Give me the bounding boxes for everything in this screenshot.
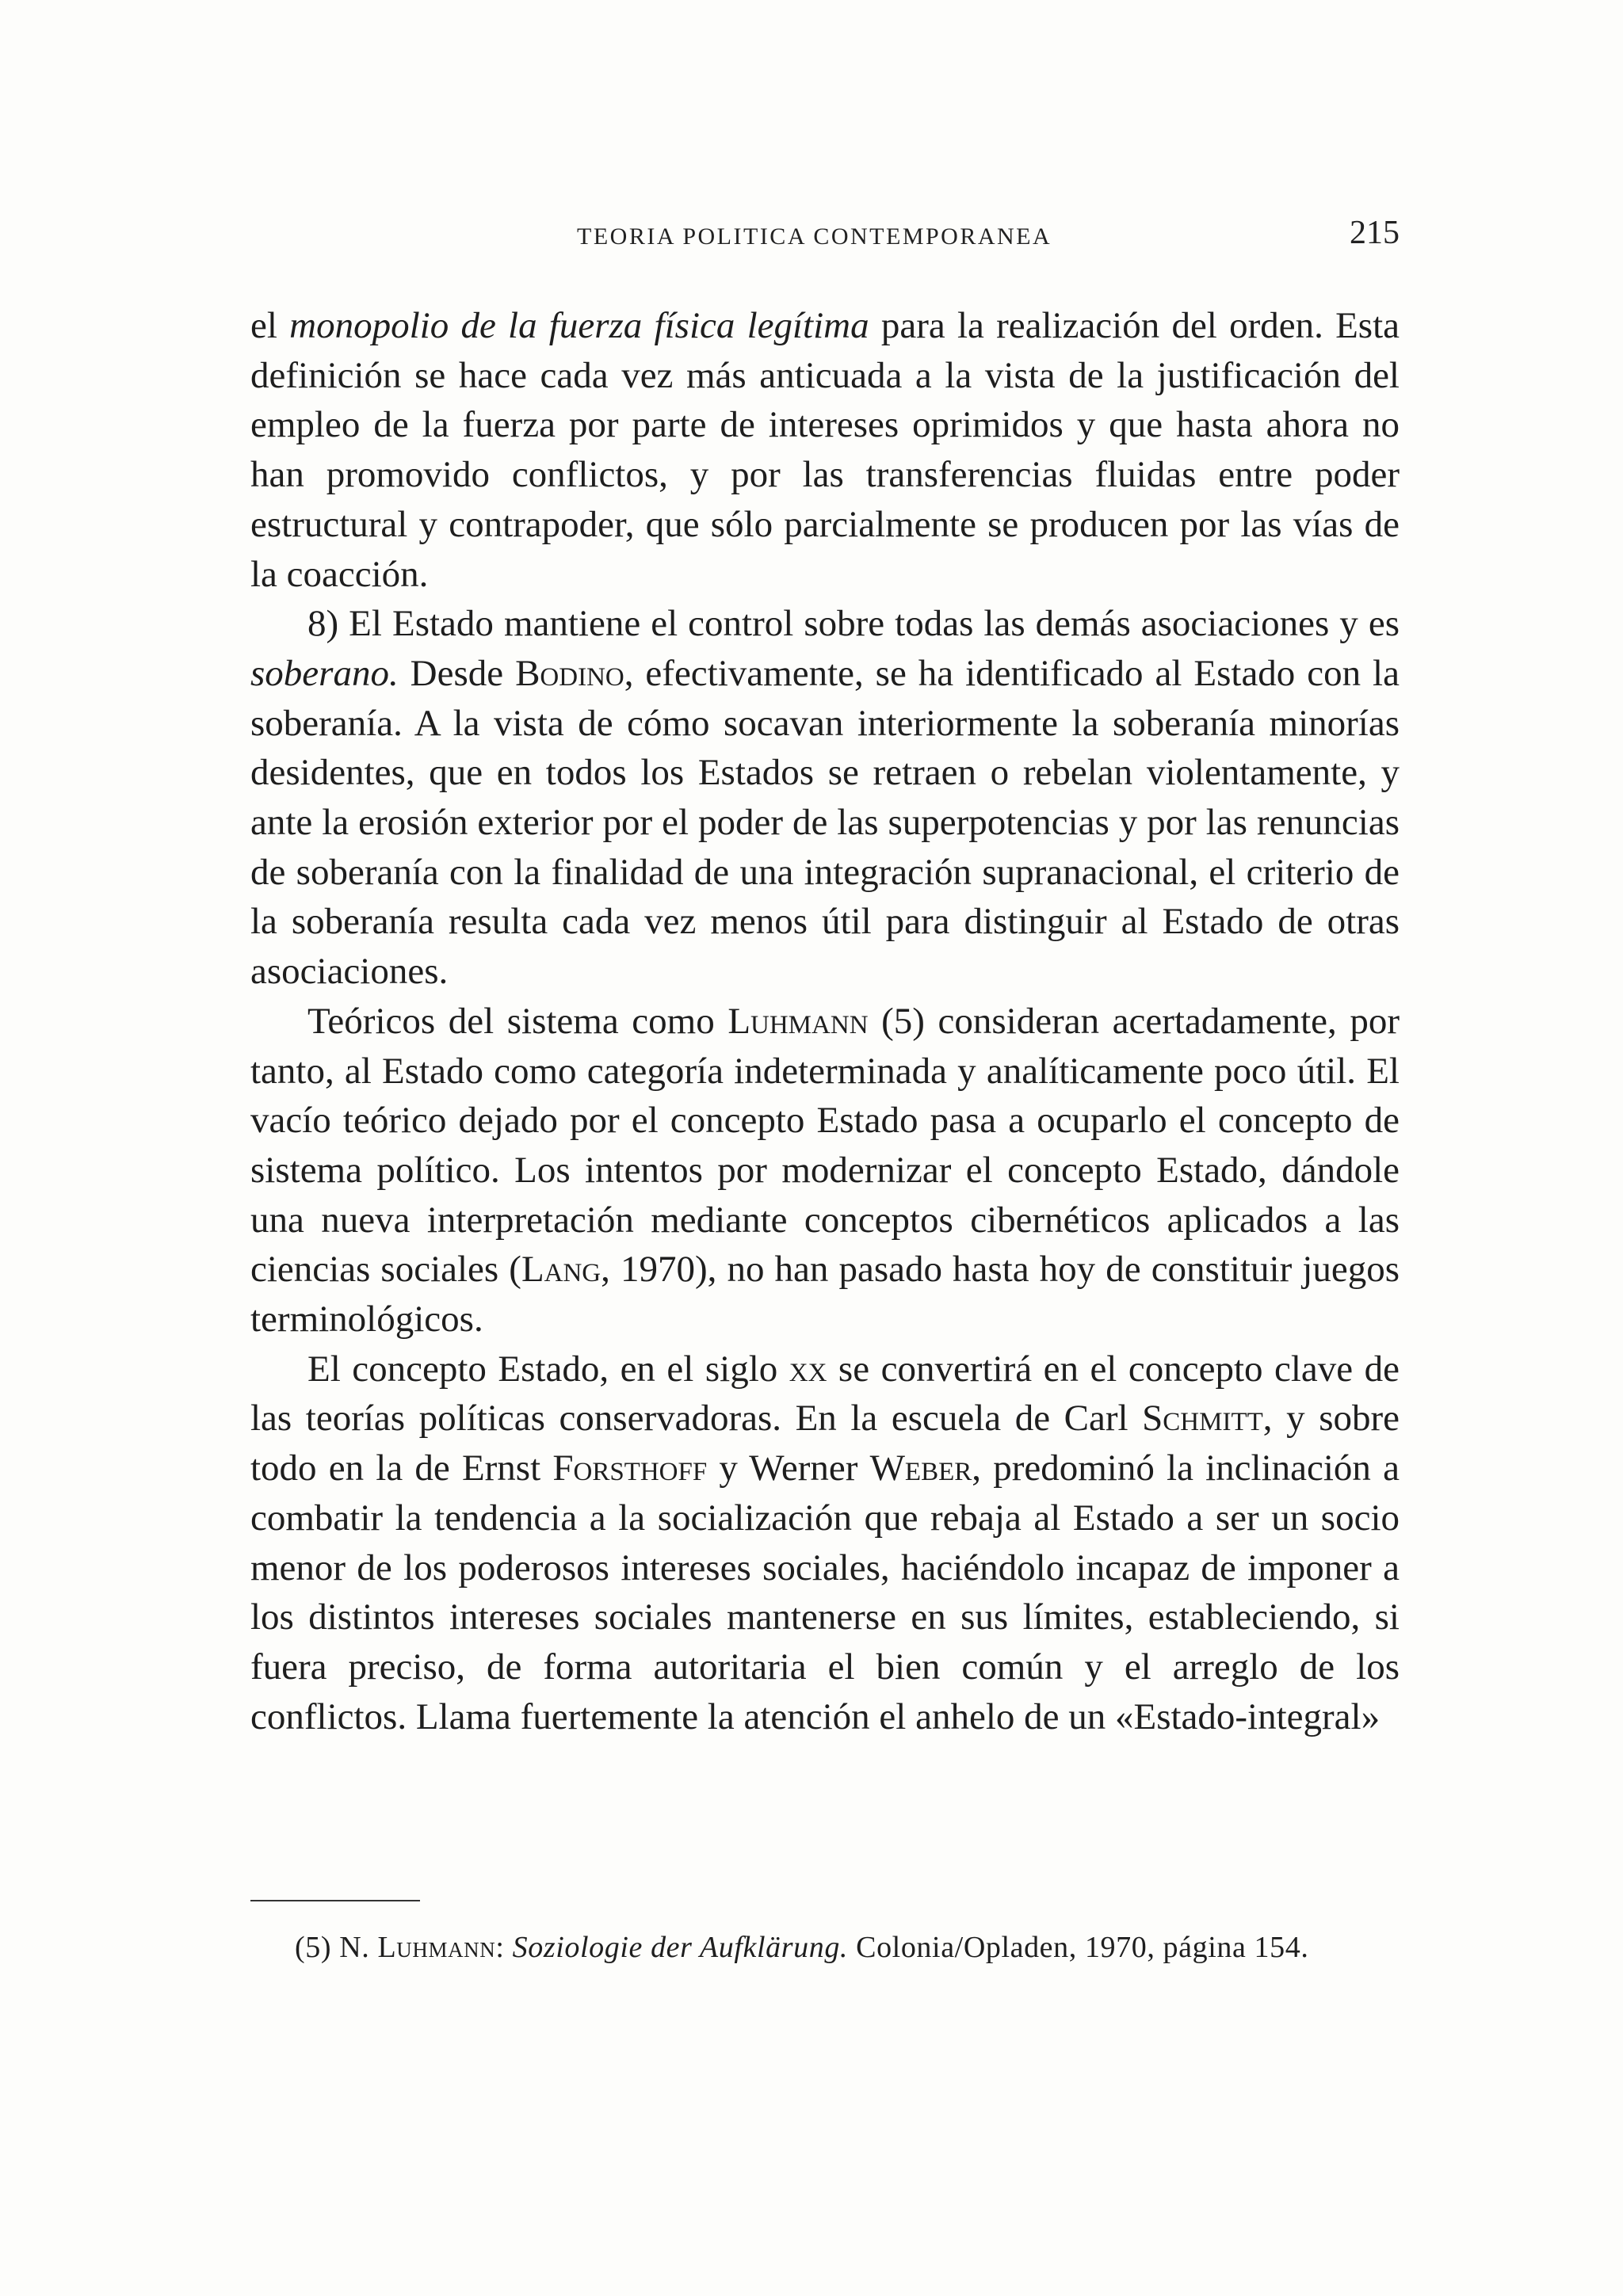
footnote-divider: [250, 1900, 420, 1901]
text-run: , efectivamente, se ha identificado al Estado con la soberanía. A la vista de cómo socavan interiormente la soberanía minorías desidentes, que en todos los Estados se retraen o rebelan violentamente, y ante la erosión exterior por el poder de las superpotencias y por las renuncias de soberanía con la finalidad de una integración supranacional, el criterio de la soberanía resulta cada vez menos útil para distinguir al Estado de otras asociaciones.: [250, 652, 1400, 993]
author-name: Lang: [521, 1249, 601, 1291]
author-name: Forsthoff: [552, 1447, 708, 1489]
paragraph: [250, 599, 1400, 997]
text-run: (5) consideran acertadamente, por tanto, al Estado como categoría indeterminada y analíticamente poco útil. El vacío teórico dejado por el concepto Estado pasa a ocuparlo el concepto de sistema político. Los intentos por modernizar el concepto Estado, dándole una nueva interpretación mediante conceptos cibernéticos aplicados a las ciencias sociales (: [250, 1000, 1400, 1291]
page-header: [250, 214, 1400, 269]
text-run: Teóricos del sistema como: [307, 1000, 728, 1042]
text-run: se convertirá en el concepto clave de las teorías políticas conservadoras. En la escuela de Carl: [250, 1348, 1400, 1440]
italic-text: soberano.: [250, 652, 399, 694]
text-run: , predominó la inclinación a combatir la tendencia a la socialización que rebaja al Estado a ser un socio menor de los poderosos intereses sociales, haciéndolo incapaz de imponer a los distintos intereses sociales mantenerse en sus límites, estableciendo, si fuera preciso, de forma autoritaria el bien común y el arreglo de los conflictos. Llama fuertemente la atención el anhelo de un «Estado-integral»: [250, 1447, 1400, 1737]
text-run: El concepto Estado, en el siglo: [307, 1348, 789, 1390]
author-name: Schmitt: [1142, 1398, 1263, 1440]
text-run: (5) N.: [295, 1931, 378, 1964]
author-name: xx: [789, 1348, 827, 1390]
text-run: para la realización del orden. Esta definición se hace cada vez más anticuada a la vista de la justificación del empleo de la fuerza por parte de intereses oprimidos y que hasta ahora no han promovido conflictos, y por las transferencias fluidas entre poder estructural y contrapoder, que sólo parcialmente se producen por las vías de la coacción.: [250, 305, 1400, 595]
paragraph: [250, 1344, 1400, 1742]
footnote: [250, 1927, 1400, 1968]
text-run: 8) El Estado mantiene el control sobre todas las demás asociaciones y es: [307, 603, 1400, 645]
text-run: y Werner: [707, 1447, 870, 1489]
body-text: [250, 301, 1400, 1741]
author-name: Bodino: [515, 652, 624, 694]
paragraph: [250, 301, 1400, 599]
text-run: :: [495, 1931, 513, 1964]
text-run: , y sobre todo en la de Ernst: [250, 1398, 1400, 1489]
footnotes: [250, 1927, 1400, 1968]
page-number: 215: [1350, 215, 1400, 251]
text-run: el: [250, 305, 290, 346]
italic-text: Soziologie der Aufklärung.: [512, 1931, 849, 1964]
running-title: TEORIA POLITICA CONTEMPORANEA: [577, 223, 1052, 250]
italic-text: monopolio de la fuerza física legítima: [289, 305, 869, 346]
text-run: Colonia/Opladen, 1970, página 154.: [848, 1931, 1309, 1964]
author-name: Luhmann: [377, 1931, 496, 1964]
text-run: , 1970), no han pasado hasta hoy de constituir juegos terminológicos.: [250, 1249, 1400, 1341]
paragraph: [250, 997, 1400, 1344]
author-name: Weber: [869, 1447, 972, 1489]
text-run: Desde: [398, 652, 516, 694]
author-name: Luhmann: [727, 1000, 869, 1042]
book-page: [250, 214, 1400, 1741]
